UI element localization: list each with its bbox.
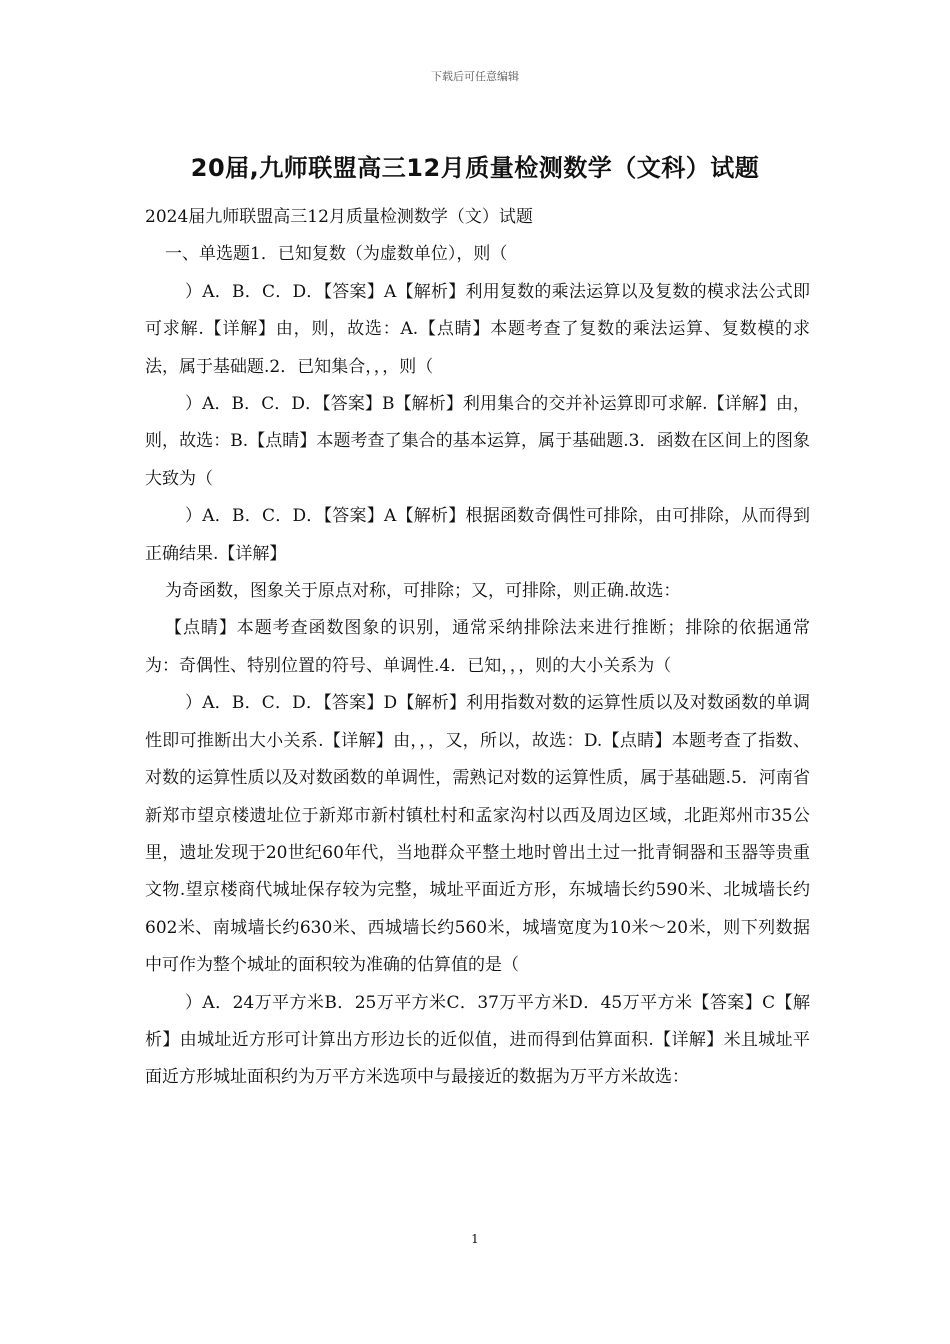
document-title: 20届,九师联盟高三12月质量检测数学（文科）试题 [190,154,760,182]
page-number: 1 [471,1232,479,1246]
paragraph: 为奇函数，图象关于原点对称，可排除；又，可排除，则正确.故选： [165,581,681,602]
paragraph: ）A．24万平方米B．25万平方米C．37万平方米D．45万平方米【答案】C【解析】由城址近方形可计算出方形边长的近似值，进而得到估算面积.【详解】米且城址平面近方形城址面积约为万平方米选项中与最接近的数据为万平方米故选： [145,992,810,1088]
paragraph: ）A．B．C．D．【答案】A【解析】利用复数的乘法运算以及复数的模求法公式即可求解.【详解】由，则，故选：A.【点睛】本题考查了复数的乘法运算、复数模的求法，属于基础题.2．已知集合，，，则（ [145,281,810,377]
paragraph: ）A．B．C．D．【答案】D【解析】利用指数对数的运算性质以及对数函数的单调性即可推断出大小关系.【详解】由，，，又，所以，故选：D.【点睛】本题考查了指数、对数的运算性质以及对数函数的单调性，需熟记对数的运算性质，属于基础题.5．河南省新郑市望京楼遗址位于新郑市新村镇杜村和孟家沟村以西及周边区域，北距郑州市35公里，遗址发现于20世纪60年代，当地群众平整土地时曾出土过一批青铜器和玉器等贵重文物.望京楼商代城址保存较为完整，城址平面近方形，东城墙长约590米、北城墙长约602米、南城墙长约630米、西城墙长约560米，城墙宽度为10米～20米，则下列数据中可作为整个城址的面积较为准确的估算值的是（ [145,693,810,976]
paragraph: ）A．B．C．D．【答案】B【解析】利用集合的交并补运算即可求解.【详解】由，则，故选：B.【点睛】本题考查了集合的基本运算，属于基础题.3．函数在区间上的图象大致为（ [145,394,810,489]
header-note: 下载后可任意编辑 [431,70,519,83]
paragraph: ）A．B．C．D．【答案】A【解析】根据函数奇偶性可排除，由可排除，从而得到正确结果.【详解】 [145,506,810,564]
paragraph: 一、单选题1．已知复数（为虚数单位），则（ [165,244,508,265]
document-body [145,199,810,1097]
paragraph: 【点睛】本题考查函数图象的识别，通常采纳排除法来进行推断；排除的依据通常为：奇偶性、特别位置的符号、单调性.4．已知，，，则的大小关系为（ [145,618,810,676]
document-subtitle: 2024届九师联盟高三12月质量检测数学（文）试题 [145,207,533,227]
